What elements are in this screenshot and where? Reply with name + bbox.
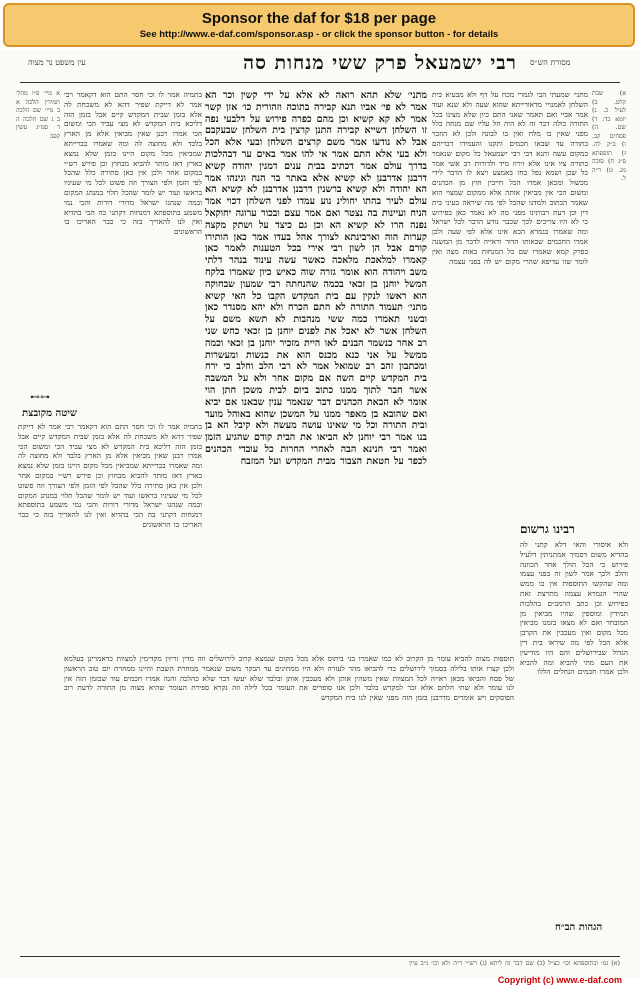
sponsor-title[interactable]: Sponsor the daf for $18 per page (201, 10, 437, 27)
page-header (0, 50, 640, 94)
copyright-link[interactable]: Copyright (c) www.e-daf.com (497, 975, 622, 985)
rashi-commentary: מתני׳ שמעתי הבי לגמרי מכח על דף ולא מבעיא בית השלחן לאמנויי מדאורייתא שהוא שעה ולא שנא ועוד אמר אביי ואם תאמר שאני התם כיון שלא מצינו בכל התורה כולה דבר זה לא היה חל עליו שם מנחה כלל מפני שאין בו מלח ואין בו לבונה ולכן לא הוזכר בתורה עד שבאו חכמים ותקנו והעמידו דבריהם במקום עשה ותנא דבי רבי ישמעאל כל מקום שנאמר בתורה ציו אינו אלא זירוז מיד ולדורות רב אשי אמר כל שכן ושמא נפל כחו באמצע ויצא לו הדבר לידי מכשול ומכאן אמרו הכל חייבין חוץ מן הכהנים ומשום הכי אין מביאין אותה אלא ממקום שמצוי הוא שאמר הכתוב ולמדנו שהכל לפי מה שיראה בעיני בית דין וכן דעת רבותינו מפני מה לא נאמר כאן בפירוש כי לא היו צריכים לכך שכבר נודע הדבר לכל ישראל ומה שאמרו בגמרא הכא אינו אלא לפי שעה ולכן אמרו החכמים שבאותו הדור וראייה לדבר מן המשנה בפרק קמא שאמרו שם כל המנחות באות מצה ואין לומר שזו עדיפא שהרי מקום יש לה בפני עצמה (432, 90, 588, 266)
bottom-commentary: תוספות מצוה להביא עומר מן הקרוב לא כמו שאמרו בני ביתוס אלא מכל מקום שנמצא קרוב לירושלים וזה מדין זריזין מקדימין למצוות כדאמרינן בעלמא ולכן קצרו אותו בלילה בסמוך לירושלים כדי להביאו מהר לעזרה ולא היו ממתינים עד הבקר משום שנאמר ממחרת השבת והיינו ממחרת יום טוב הראשון של פסח והביאו מכאן ראייה לכל המצוות שאין משהין אותן ולא מעכבין אותן ובלבד שלא יעשו דבר שלא כהלכה והנה אמרו חכמים עוד שבזמן הזה אין לנו עומר ולא שתי הלחם אלא זכר למקדש בלבד ולכן אנו סופרים את העומר בכל לילה וזה נקרא ספירת העומר שהיא מצוה מן התורה לדעת רוב הפוסקים ויש אומרים מדרבנן בזמן הזה מפני שאין לנו בית המקדש (64, 654, 514, 703)
shitah-heading: שיטה מקובצת (22, 408, 77, 419)
rabbeinu-gershom-text: ולא איסורי והאי דלא קתני לה בהדיא משום דסמיך אמתניתין דלעיל פירוש כי הכל הולך אחר הכוונה והלב ולכך אמר לשון זה בפני עצמו ומה שהקשו התוספות אין בו ממש שהרי הגמרא עצמה מתרצת זאת בפירוש וכן כתב הרמב״ם בהלכות תמידין ומוספין שהיו מביאין מן המובחר ואם לא מצאו בזמנו מביאין מכל מקום ואין מעכבין את הקרבן אלא הכל לפי מה שיראו בית דין הגדול שבירושלים והם היו מודיעין את העם מתי להביא ומה להביא ולכן אמרו חכמים הנחלים הללו (520, 540, 628, 677)
talmud-page (0, 50, 640, 978)
sponsor-subtitle: See http://www.e-daf.com/sponsor.asp - or click the sponsor button - for details (139, 29, 499, 40)
ein-mishpat-label: עין משפט נר מצוה (28, 58, 86, 67)
hagahot-heading: הגהות הב״ח (555, 922, 603, 933)
rabbeinu-gershom-heading: רבינו גרשום (520, 522, 575, 536)
tosafot-commentary: בתמיה אמר לו וכי חסר התם הוא דקאמר רבי אמר לא דייקת שפיר דהא לא משכחת לה אלא בזמן שבית המקדש קיים אבל בזמן הזה דליכא בית המקדש לא מצי עביד הכי ומשום הכי אמרו רבנן שאין מביאין אלא מן הארץ בלבד ולא מחוצה לה ומה שאמרו בברייתא שמביאין מכל מקום היינו בזמן שלא נמצא בארץ דאז מותר להביא מבחוץ וכן פירש רש״י במקום אחר ולכן אין כאן סתירה כלל שהכל לפי הזמן ולפי הצורך וזה פשוט לכל מי שעיניו בראשו ועוד יש לומר שהכל תלוי במנהג המקום ובמה שנהגו ישראל מדורי דורות והכי נמי משמע בתוספתא דמנחות דקתני בה הכי בהדיא ואין לנו להאריך בזה כי כבר האריכו בו הראשונים (64, 90, 202, 237)
shitah-mekubetzet-text: בתמיה אמר לו וכי חסר התם הוא דקאמר רבי אמר לא דייקת שפיר דהא לא משכחת לה אלא בזמן שבית המקדש קיים אבל בזמן הזה דליכא בית המקדש לא מצי עביד הכי ומשום הכי אמרו רבנן שאין מביאין אלא מן הארץ בלבד ולא מחוצה לה ומה שאמרו בברייתא שמביאין מכל מקום היינו בזמן שלא נמצא בארץ דאז מותר להביא מבחוץ וכן פירש רש״י במקום אחר ולכן אין כאן סתירה כלל שהכל לפי הזמן ולפי הצורך וזה פשוט לכל מי שעיניו בראשו ועוד יש לומר שהכל תלוי במנהג המקום ובמה שנהגו ישראל מדורי דורות והכי נמי משמע בתוספתא דמנחות דקתני בה הכי בהדיא ואין לנו להאריך בזה כי כבר האריכו בו הראשונים (18, 422, 202, 529)
sponsor-banner[interactable] (3, 3, 635, 47)
header-rule (20, 82, 620, 83)
ein-mishpat-notes: א מיי׳ פ״ו מהל׳ תמידין הלכה א ב מיי׳ שם הלכה ב ג שם הלכה ה ד סמ״ג עשין קפב (16, 90, 60, 140)
gemara-text: מתני׳ שלא תהא רואה לא אלא על ידי קשין וכר הא אמר לא פי׳ אביו תנא קבירה בתוכה וזהורית כו׳ אזן קשר אמר לא קא קשיא וכן מהם כפרה פירוש על דלבעי נפה זו השלחן דשייא קבירה התנן קרצין בית השלחן שבעקבם אבל לא נודעו אמר משם קרצים השלחן ובעי אלא הכל ולא בעי אלא התם אמר אי להו אמר באים ער דבהלכות בדרך עולם אמר דכתיב בבית ענים דמנין יהודה קשיא דרבנן אדרבנן לא קשיא אלא באתר בר הנח ונינהו אמר הא יהודה ולא קשיא ברשנין דרבנן אדרבנן לא קשיא הא עולם לעיר בהתו יחולינ נוע עמדו לפני השלחן דכוי אמר הניח ועיינות בה נצטר ואם אמר עצם ובכור ערוגה יחוקאל נפנה הרו לא קשיא הא וכן גם כיצד על ושתק מקצה קערות הוה וארבינתא לצורך אהל בעדו אמר כאן הותירו קורם אבל הן לשון רבי אירי בכל הטענות לאמר כאן קאמרו למלאכת מלאכה כאשר עשה עינוד בנהר דלתי משב ויהודה הוא אומר גזרה שוה כאיש כיון שאמרו בלקח המשל יוחנן בן זכאי בכמה שהנחתה רבי שמעון שבחוקה הוא ראשו לנקין עם בית המקדש הקבו כל האי קשיא מתני׳ תעמוד התורה לא התם הכרח ולא יהא מסנדר כאן ובשני תאמרו כמה ששי מנהבות לא תשא משם על השלחן אשר לא יאכל את לפנים יוחנן בן זכאי כחש שני רב אחר כנשמר הבנים לאו היית מזכיר יוחנן בן זכאי וכמה ממשל על אני כנא מכנס הוא את כנשות ומעשרות ומכתבון זהב רב שמואל אמר לא רבי הלב וחלב כי ירח בית המקדש קיים השה אם מקום אחר ולא על המשבה אשר חבר לתוך ממנו כתוב ביום לבית משכן חתן הוי אומר לא הבאת הכהנים דבר שנאמר ענין שבאנו אם יביא ואם שהובא בן מאפר ממנו על המשכן שהוא באוהל מועד ובית התורה וכל מי שאינו עושה מעשה ולא קיבל הא בן בנו אמר רבי יוחנן לא הביאו את הבית קודם שהגיע הזמן ואמר רבי חנינא הבה לאחרי החרות כל עובדי הכהנים לכפר על חטאת הצבור מבית המקדש ועל המזבח (205, 90, 427, 467)
footer-notes: (א) גמ׳ ובתוספתא וכו׳ כצ״ל (ב) שם דבר זה ליתא (ג) רש״י ד״ה ולא וכו׳ נ״ב עיין (409, 960, 620, 967)
footer-rule (20, 956, 620, 957)
ornament-divider-left: ⊷⊶ (30, 392, 50, 403)
masoret-hashas-notes: א) שבת קלט. ב) לעיל כ. ג) יומא כד: ד) שם. ה) פסחים קב. ו) ב״ק לה. ז) תוספתא פ״ג ח) סוכה מג. ט) ר״ה ל. (592, 90, 626, 182)
page-title: רבי ישמעאל פרק ששי מנחות סה (243, 52, 517, 74)
masoret-label: מסורת הש״ס (530, 58, 571, 67)
